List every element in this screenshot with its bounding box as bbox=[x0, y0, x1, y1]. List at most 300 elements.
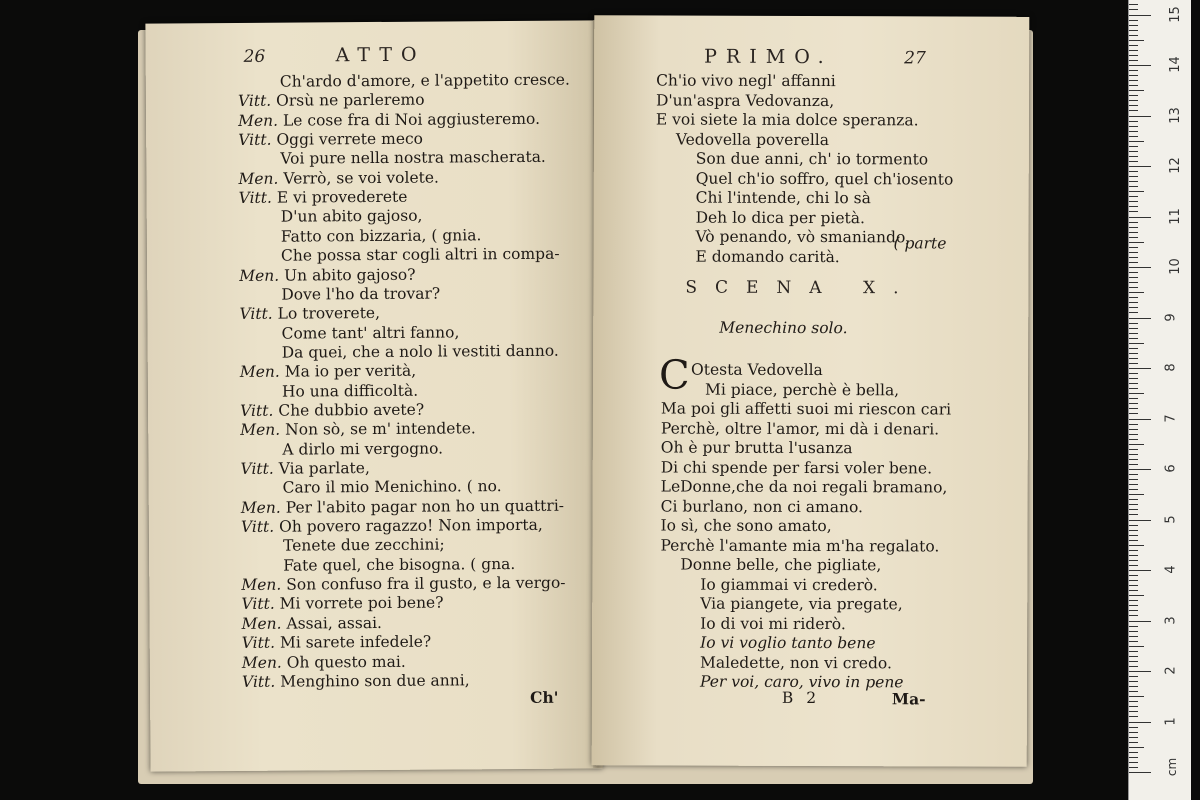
line-text: Fate quel, che bisogna. ( gna. bbox=[283, 554, 516, 575]
ruler-tick bbox=[1129, 292, 1144, 293]
exit-note: ( parte bbox=[893, 234, 947, 253]
left-page-header: ATTO bbox=[335, 43, 426, 67]
ruler-tick bbox=[1129, 398, 1138, 399]
speaker-label: Vitt. bbox=[241, 595, 275, 614]
measuring-ruler bbox=[1128, 0, 1191, 800]
text-line bbox=[696, 228, 911, 248]
ruler-tick bbox=[1129, 30, 1138, 31]
ruler-tick bbox=[1129, 105, 1138, 106]
line-text: Verrò, se voi volete. bbox=[283, 168, 439, 188]
ruler-number: 14 bbox=[1167, 56, 1183, 73]
ruler-tick bbox=[1129, 70, 1138, 71]
ruler-tick bbox=[1129, 494, 1144, 495]
line-text: Oh è pur brutta l'usanza bbox=[660, 438, 853, 458]
text-line bbox=[238, 130, 423, 150]
text-line bbox=[282, 439, 443, 459]
ruler-tick bbox=[1129, 312, 1138, 313]
ruler-tick bbox=[1129, 499, 1138, 500]
left-catchword: Ch' bbox=[530, 687, 559, 707]
ruler-tick bbox=[1129, 15, 1151, 16]
ruler-tick bbox=[1129, 676, 1138, 677]
ruler-tick bbox=[1129, 348, 1138, 349]
line-text: Son due anni, ch' io tormento bbox=[695, 149, 929, 169]
text-line bbox=[240, 401, 424, 421]
line-text: Ma poi gli affetti suoi mi riescon cari bbox=[660, 399, 952, 419]
ruler-tick bbox=[1129, 742, 1138, 743]
line-text: Lo troverete, bbox=[277, 304, 381, 323]
text-line bbox=[661, 438, 853, 458]
ruler-tick bbox=[1129, 232, 1138, 233]
speaker-label: Vitt. bbox=[237, 92, 272, 111]
ruler-tick bbox=[1129, 706, 1138, 707]
ruler-number: 3 bbox=[1163, 615, 1179, 625]
ruler-tick bbox=[1129, 595, 1144, 596]
ruler-tick bbox=[1129, 752, 1138, 753]
ruler-tick bbox=[1129, 580, 1138, 581]
line-text: LeDonne,che da noi regali bramano, bbox=[660, 477, 948, 497]
ruler-tick bbox=[1129, 333, 1138, 334]
speaker-label: Vitt. bbox=[240, 459, 274, 478]
line-text: Un abito gajoso? bbox=[283, 265, 416, 285]
ruler-tick bbox=[1129, 600, 1138, 601]
ruler-tick bbox=[1129, 671, 1151, 672]
speaker-label: Men. bbox=[241, 575, 282, 595]
speaker-label: Vitt. bbox=[238, 188, 272, 208]
ruler-tick bbox=[1129, 363, 1138, 364]
ruler-tick bbox=[1129, 323, 1138, 324]
ruler-tick bbox=[1129, 368, 1151, 369]
line-text: Io sì, che sono amato, bbox=[660, 516, 832, 536]
ruler-tick bbox=[1129, 469, 1151, 470]
ruler-number: 11 bbox=[1167, 207, 1183, 225]
ruler-tick bbox=[1129, 186, 1138, 187]
ruler-tick bbox=[1129, 661, 1138, 662]
text-line bbox=[656, 71, 836, 91]
text-line bbox=[282, 381, 418, 401]
ruler-tick bbox=[1129, 191, 1144, 192]
line-text: Quel ch'io soffro, quel ch'iosento bbox=[695, 169, 954, 188]
text-line bbox=[242, 671, 470, 692]
text-line bbox=[705, 380, 899, 400]
text-line bbox=[242, 633, 432, 653]
line-text: Oh questo mai. bbox=[286, 652, 406, 672]
line-text: Da quei, che a nolo li vestiti danno. bbox=[281, 341, 559, 362]
ruler-tick bbox=[1129, 615, 1138, 616]
text-line bbox=[239, 265, 416, 285]
text-line bbox=[281, 245, 560, 266]
ruler-tick bbox=[1129, 287, 1138, 288]
ruler-tick bbox=[1129, 80, 1138, 81]
ruler-tick bbox=[1129, 509, 1138, 510]
text-line bbox=[242, 652, 406, 672]
ruler-tick bbox=[1129, 237, 1138, 238]
line-text: Oggi verrete meco bbox=[276, 129, 424, 149]
ruler-tick bbox=[1129, 110, 1138, 111]
text-line bbox=[281, 284, 440, 304]
ruler-tick bbox=[1129, 373, 1138, 374]
text-line bbox=[660, 536, 939, 556]
ruler-tick bbox=[1129, 277, 1138, 278]
ruler-tick bbox=[1129, 626, 1138, 627]
line-text: Io di voi mi riderò. bbox=[700, 614, 846, 633]
ruler-number: 10 bbox=[1167, 258, 1183, 275]
text-line bbox=[680, 556, 881, 576]
left-page bbox=[145, 20, 602, 771]
speaker-label: Men. bbox=[241, 653, 282, 672]
ruler-tick bbox=[1129, 429, 1138, 430]
ruler-tick bbox=[1129, 732, 1138, 733]
ruler-tick bbox=[1129, 20, 1138, 21]
text-line bbox=[661, 399, 951, 419]
line-text: Che possa star cogli altri in compa- bbox=[280, 244, 560, 265]
ruler-tick bbox=[1129, 484, 1138, 485]
line-text: Fatto con bizzaria, ( gnia. bbox=[280, 226, 482, 246]
ruler-tick bbox=[1129, 716, 1138, 717]
text-line bbox=[280, 71, 570, 92]
ruler-tick bbox=[1129, 242, 1144, 243]
ruler-tick bbox=[1129, 358, 1138, 359]
ruler-number: 6 bbox=[1163, 464, 1179, 473]
ruler-tick bbox=[1129, 267, 1151, 268]
ruler-tick bbox=[1129, 550, 1138, 551]
line-text: Vò penando, vò smaniando, bbox=[695, 227, 911, 247]
ruler-number: 1 bbox=[1163, 716, 1179, 726]
ruler-tick bbox=[1129, 545, 1144, 546]
text-line bbox=[700, 614, 846, 634]
ruler-tick bbox=[1129, 393, 1144, 394]
ruler-tick bbox=[1129, 772, 1151, 773]
text-line bbox=[281, 323, 459, 343]
ruler-tick bbox=[1129, 65, 1151, 66]
text-line bbox=[240, 459, 369, 479]
ruler-tick bbox=[1129, 666, 1138, 667]
ruler-tick bbox=[1129, 565, 1138, 566]
ruler-tick bbox=[1129, 540, 1138, 541]
ruler-tick bbox=[1129, 413, 1138, 414]
ruler-unit: cm bbox=[1165, 757, 1180, 777]
open-book bbox=[138, 12, 1033, 784]
speaker-label: Men. bbox=[241, 614, 282, 633]
speaker-label: Vitt. bbox=[241, 633, 276, 653]
ruler-number: 2 bbox=[1163, 666, 1179, 675]
line-text: Ch'ardo d'amore, e l'appetito cresce. bbox=[279, 70, 570, 91]
line-text: Perchè l'amante mia m'ha regalato. bbox=[660, 535, 940, 555]
line-text: Deh lo dica per pietà. bbox=[695, 208, 865, 227]
ruler-number: 7 bbox=[1163, 413, 1179, 423]
ruler-tick bbox=[1129, 252, 1138, 253]
ruler-tick bbox=[1129, 570, 1151, 571]
ruler-tick bbox=[1129, 621, 1151, 622]
ruler-tick bbox=[1129, 489, 1138, 490]
text-line bbox=[695, 247, 839, 267]
ruler-tick bbox=[1129, 141, 1144, 142]
line-text: E vi provederete bbox=[276, 187, 408, 207]
text-line bbox=[696, 150, 928, 170]
ruler-tick bbox=[1129, 439, 1138, 440]
ruler-tick bbox=[1129, 479, 1138, 480]
line-text: Maledette, non vi credo. bbox=[700, 653, 892, 672]
speaker-label: Vitt. bbox=[238, 130, 272, 149]
speaker-label: Vitt. bbox=[240, 401, 274, 420]
right-catchword: Ma- bbox=[891, 689, 926, 709]
line-text: Ma io per verità, bbox=[284, 361, 417, 381]
ruler-tick bbox=[1129, 4, 1138, 5]
text-line bbox=[280, 148, 546, 169]
ruler-tick bbox=[1129, 45, 1138, 46]
right-page bbox=[592, 15, 1030, 767]
text-line bbox=[700, 634, 875, 654]
speaker-label: Men. bbox=[240, 498, 281, 517]
line-text: Che dubbio avete? bbox=[278, 400, 425, 420]
ruler-tick bbox=[1129, 206, 1138, 207]
text-line bbox=[661, 458, 932, 478]
line-text: Io vi voglio tanto bene bbox=[700, 633, 876, 653]
ruler-tick bbox=[1129, 560, 1138, 561]
ruler-tick bbox=[1129, 454, 1138, 455]
text-line bbox=[656, 91, 834, 111]
line-text: Come tant' altri fanno, bbox=[281, 322, 460, 343]
ruler-tick bbox=[1129, 75, 1138, 76]
text-line bbox=[691, 361, 823, 380]
line-text: Perchè, oltre l'amor, mi dà i denari. bbox=[660, 418, 940, 438]
speaker-label: Vitt. bbox=[239, 304, 273, 324]
ruler-tick bbox=[1129, 196, 1138, 197]
ruler-tick bbox=[1129, 136, 1138, 137]
ruler-tick bbox=[1129, 126, 1138, 127]
ruler-tick bbox=[1129, 651, 1138, 652]
ruler-number: 12 bbox=[1167, 157, 1183, 174]
ruler-tick bbox=[1129, 378, 1138, 379]
ruler-tick bbox=[1129, 605, 1138, 606]
text-line bbox=[283, 477, 502, 498]
ruler-tick bbox=[1129, 403, 1138, 404]
ruler-tick bbox=[1129, 530, 1138, 531]
ruler-tick bbox=[1129, 388, 1138, 389]
ruler-tick bbox=[1129, 201, 1138, 202]
ruler-tick bbox=[1129, 525, 1138, 526]
text-line bbox=[661, 497, 863, 517]
ruler-tick bbox=[1129, 171, 1138, 172]
text-line bbox=[660, 516, 831, 536]
text-line bbox=[700, 595, 902, 615]
speaker-label: Men. bbox=[240, 420, 281, 440]
ruler-tick bbox=[1129, 302, 1138, 303]
text-line bbox=[281, 207, 423, 227]
text-line bbox=[696, 208, 865, 228]
ruler-tick bbox=[1129, 328, 1138, 329]
speaker-label: Men. bbox=[238, 169, 279, 188]
speaker-label: Vitt. bbox=[240, 517, 275, 536]
ruler-tick bbox=[1129, 641, 1138, 642]
text-line bbox=[238, 168, 439, 188]
text-line bbox=[661, 419, 939, 439]
text-line bbox=[700, 575, 877, 595]
text-line bbox=[238, 91, 425, 111]
ruler-tick bbox=[1129, 35, 1138, 36]
speaker-label: Men. bbox=[239, 362, 280, 382]
ruler-tick bbox=[1129, 161, 1138, 162]
ruler-tick bbox=[1129, 762, 1138, 763]
ruler-tick bbox=[1129, 151, 1138, 152]
ruler-tick bbox=[1129, 520, 1151, 521]
ruler-tick bbox=[1129, 40, 1144, 41]
ruler-tick bbox=[1129, 646, 1144, 647]
text-line bbox=[696, 189, 871, 209]
ruler-tick bbox=[1129, 85, 1138, 86]
ruler-tick bbox=[1129, 282, 1138, 283]
text-line bbox=[283, 555, 515, 576]
text-line bbox=[696, 169, 954, 189]
ruler-number: 15 bbox=[1167, 5, 1183, 23]
ruler-number: 8 bbox=[1163, 363, 1179, 372]
line-text: D'un abito gajoso, bbox=[280, 207, 423, 227]
ruler-tick bbox=[1129, 383, 1138, 384]
ruler-tick bbox=[1129, 631, 1138, 632]
ruler-tick bbox=[1129, 146, 1138, 147]
text-line bbox=[283, 536, 445, 556]
text-line bbox=[241, 516, 543, 537]
ruler-tick bbox=[1129, 9, 1138, 10]
text-line bbox=[239, 188, 408, 208]
line-text: Voi pure nella nostra mascherata. bbox=[280, 148, 546, 169]
signature-mark: B 2 bbox=[781, 688, 821, 708]
line-text: Mi sarete infedele? bbox=[279, 632, 432, 652]
ruler-tick bbox=[1129, 701, 1138, 702]
ruler-tick bbox=[1129, 419, 1151, 420]
ruler-tick bbox=[1129, 166, 1151, 167]
ruler-tick bbox=[1129, 272, 1138, 273]
ruler-tick bbox=[1129, 257, 1138, 258]
ruler-tick bbox=[1129, 338, 1138, 339]
text-line bbox=[238, 110, 540, 131]
drop-cap: C bbox=[658, 352, 690, 399]
text-line bbox=[241, 574, 565, 595]
ruler-tick bbox=[1129, 737, 1138, 738]
text-line bbox=[661, 477, 948, 497]
text-line bbox=[241, 496, 564, 517]
line-text: Le cose fra di Noi aggiusteremo. bbox=[282, 109, 541, 130]
ruler-tick bbox=[1129, 514, 1138, 515]
ruler-tick bbox=[1129, 176, 1138, 177]
ruler-tick bbox=[1129, 727, 1138, 728]
ruler-tick bbox=[1129, 297, 1138, 298]
line-text: Oh povero ragazzo! Non importa, bbox=[279, 515, 543, 536]
ruler-tick bbox=[1129, 318, 1151, 319]
ruler-tick bbox=[1129, 25, 1138, 26]
line-text: A dirlo mi vergogno. bbox=[282, 439, 444, 459]
line-text: Mi vorrete poi bene? bbox=[279, 593, 444, 614]
right-page-header: PRIMO. bbox=[704, 45, 833, 69]
line-text: D'un'aspra Vedovanza, bbox=[655, 90, 835, 110]
ruler-tick bbox=[1129, 747, 1144, 748]
line-text: Donne belle, che pigliate, bbox=[680, 555, 882, 575]
ruler-tick bbox=[1129, 636, 1138, 637]
ruler-tick bbox=[1129, 459, 1138, 460]
right-page-number: 27 bbox=[904, 48, 926, 69]
ruler-tick bbox=[1129, 307, 1138, 308]
speaker-label: Men. bbox=[238, 111, 279, 130]
ruler-tick bbox=[1129, 211, 1138, 212]
ruler-tick bbox=[1129, 686, 1138, 687]
ruler-tick bbox=[1129, 121, 1138, 122]
ruler-tick bbox=[1129, 131, 1138, 132]
ruler-number: 4 bbox=[1163, 565, 1179, 574]
ruler-tick bbox=[1129, 656, 1138, 657]
ruler-tick bbox=[1129, 575, 1138, 576]
left-page-number: 26 bbox=[243, 46, 266, 67]
ruler-tick bbox=[1129, 691, 1138, 692]
ruler-tick bbox=[1129, 343, 1144, 344]
ruler-tick bbox=[1129, 757, 1138, 758]
line-text: Ci burlano, non ci amano. bbox=[660, 496, 864, 516]
ruler-tick bbox=[1129, 424, 1138, 425]
ruler-tick bbox=[1129, 464, 1138, 465]
text-line bbox=[241, 594, 443, 614]
text-line bbox=[281, 226, 482, 246]
ruler-tick bbox=[1129, 711, 1138, 712]
line-text: Io giammai vi crederò. bbox=[700, 575, 878, 594]
line-text: Otesta Vedovella bbox=[691, 360, 823, 380]
line-text: Assai, assai. bbox=[286, 613, 382, 633]
text-line bbox=[656, 110, 919, 130]
ruler-tick bbox=[1129, 262, 1138, 263]
ruler-number: 5 bbox=[1163, 514, 1179, 524]
line-text: Vedovella poverella bbox=[675, 130, 830, 149]
text-line bbox=[240, 362, 416, 382]
line-text: Caro il mio Menichino. ( no. bbox=[282, 477, 502, 497]
line-text: Ho una difficoltà. bbox=[281, 381, 419, 401]
ruler-tick bbox=[1129, 767, 1138, 768]
ruler-tick bbox=[1129, 95, 1138, 96]
line-text: E domando carità. bbox=[695, 247, 840, 266]
ruler-tick bbox=[1129, 722, 1151, 723]
line-text: Menghino son due anni, bbox=[280, 671, 470, 691]
line-text: E voi siete la mia dolce speranza. bbox=[655, 110, 919, 130]
ruler-number: 9 bbox=[1163, 312, 1179, 322]
speaker-label: Men. bbox=[239, 266, 280, 285]
ruler-tick bbox=[1129, 504, 1138, 505]
text-line bbox=[240, 420, 476, 441]
line-text: Orsù ne parleremo bbox=[276, 90, 425, 111]
ruler-tick bbox=[1129, 449, 1138, 450]
text-line bbox=[242, 614, 382, 634]
speaker-label: Vitt. bbox=[241, 672, 276, 691]
ruler-tick bbox=[1129, 444, 1144, 445]
ruler-tick bbox=[1129, 610, 1138, 611]
ruler-tick bbox=[1129, 474, 1138, 475]
ruler-tick bbox=[1129, 90, 1144, 91]
line-text: Chi l'intende, chi lo sà bbox=[695, 188, 871, 208]
text-line bbox=[676, 130, 829, 150]
line-text: Dove l'ho da trovar? bbox=[281, 284, 441, 304]
ruler-tick bbox=[1129, 585, 1138, 586]
ruler-tick bbox=[1129, 696, 1144, 697]
ruler-tick bbox=[1129, 555, 1138, 556]
line-text: Per voi, caro, vivo in pene bbox=[699, 672, 904, 692]
text-line bbox=[282, 342, 559, 363]
text-line bbox=[239, 304, 380, 324]
ruler-tick bbox=[1129, 353, 1138, 354]
ruler-tick bbox=[1129, 181, 1138, 182]
ruler-tick bbox=[1129, 156, 1138, 157]
ruler-tick bbox=[1129, 227, 1138, 228]
ruler-tick bbox=[1129, 222, 1138, 223]
line-text: Via parlate, bbox=[278, 459, 370, 478]
ruler-tick bbox=[1129, 55, 1138, 56]
ruler-tick bbox=[1129, 60, 1138, 61]
scene-title: SCENA X. bbox=[685, 277, 917, 299]
ruler-tick bbox=[1129, 116, 1151, 117]
